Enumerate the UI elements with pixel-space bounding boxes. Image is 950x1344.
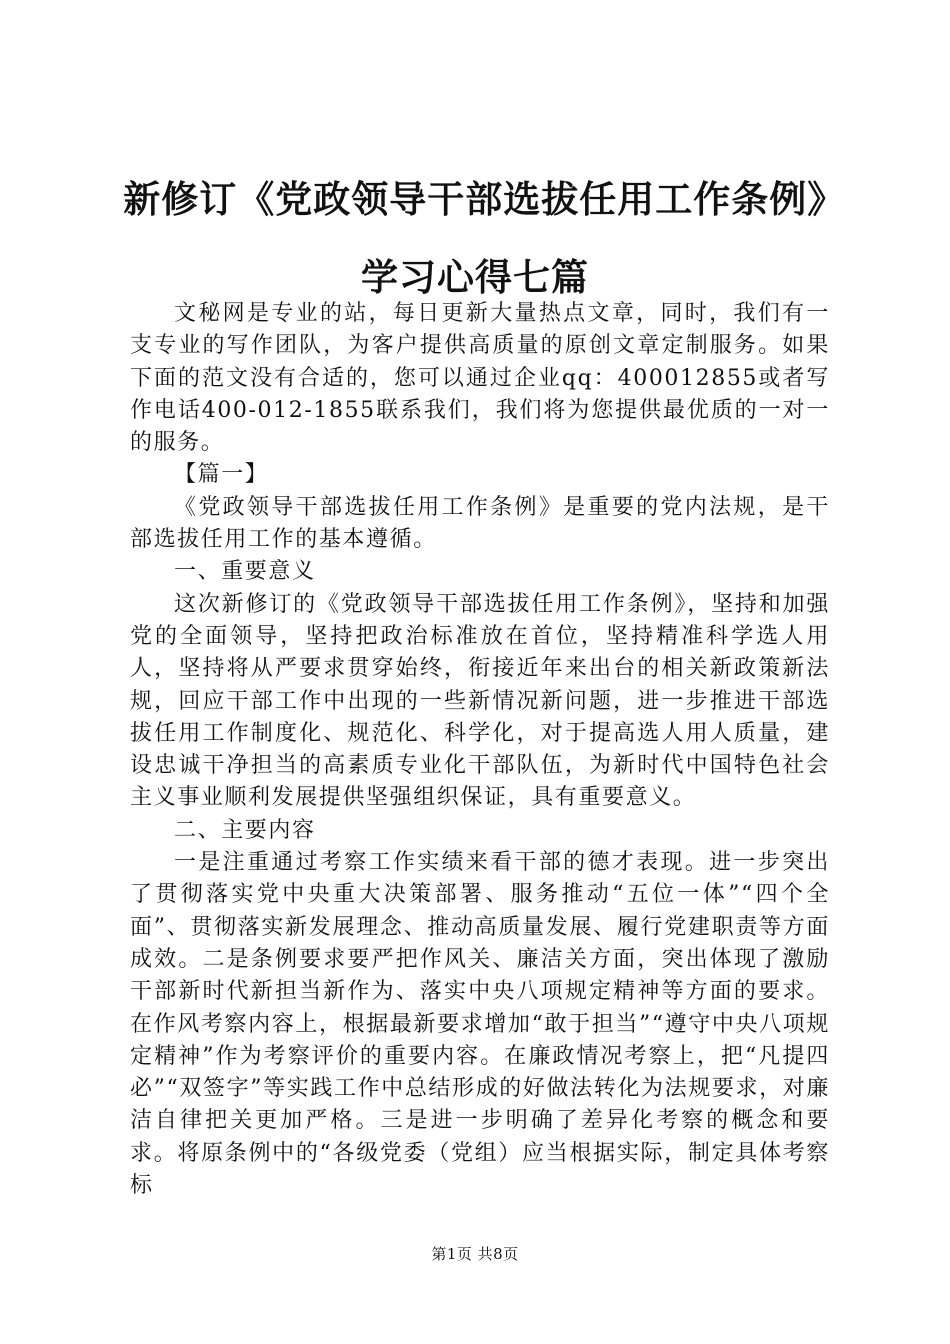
document-body bbox=[130, 298, 830, 1202]
body-paragraph: 这次新修订的《党政领导干部选拔任用工作条例》，坚持和加强党的全面领导，坚持把政治标准放在首位，坚持精准科学选人用人，坚持将从严要求贯穿始终，衔接近年来出台的相关新政策新法规，回应干部工作中出现的一些新情况新问题，进一步推进干部选拔任用工作制度化、规范化、科学化，对于提高选人用人质量，建设忠诚干净担当的高素质专业化干部队伍，为新时代中国特色社会主义事业顺利发展提供坚强组织保证，具有重要意义。 bbox=[130, 591, 830, 811]
intro-paragraph: 文秘网是专业的站，每日更新大量热点文章，同时，我们有一支专业的写作团队，为客户提供高质量的原创文章定制服务。如果下面的范文没有合适的，您可以通过企业qq：400012855或者写作电话400-012-1855联系我们，我们将为您提供最优质的一对一的服务。 bbox=[130, 301, 830, 456]
body-paragraph: 《党政领导干部选拔任用工作条例》是重要的党内法规，是干部选拔任用工作的基本遵循。 bbox=[130, 494, 830, 553]
section-heading-significance: 一、重要意义 bbox=[174, 559, 316, 585]
section-heading-part-one: 【篇一】 bbox=[174, 462, 269, 488]
body-paragraph: 一是注重通过考察工作实绩来看干部的德才表现。进一步突出了贯彻落实党中央重大决策部署、服务推动“五位一体”“四个全面”、贯彻落实新发展理念、推动高质量发展、履行党建职责等方面成效。二是条例要求要严把作风关、廉洁关方面，突出体现了激励干部新时代新担当新作为、落实中央八项规定精神等方面的要求。在作风考察内容上，根据最新要求增加“敢于担当”“遵守中央八项规定精神”作为考察评价的重要内容。在廉政情况考察上，把“凡提四必”“双签字”等实践工作中总结形成的好做法转化为法规要求，对廉洁自律把关更加严格。三是进一步明确了差异化考察的概念和要求。将原条例中的“各级党委（党组）应当根据实际，制定具体考察标 bbox=[130, 850, 830, 1199]
page-number-footer: 第1页 共8页 bbox=[431, 1245, 519, 1263]
section-heading-main-content: 二、主要内容 bbox=[174, 817, 316, 843]
document-title: 新修订《党政领导干部选拔任用工作条例》学习心得七篇 bbox=[123, 177, 827, 299]
